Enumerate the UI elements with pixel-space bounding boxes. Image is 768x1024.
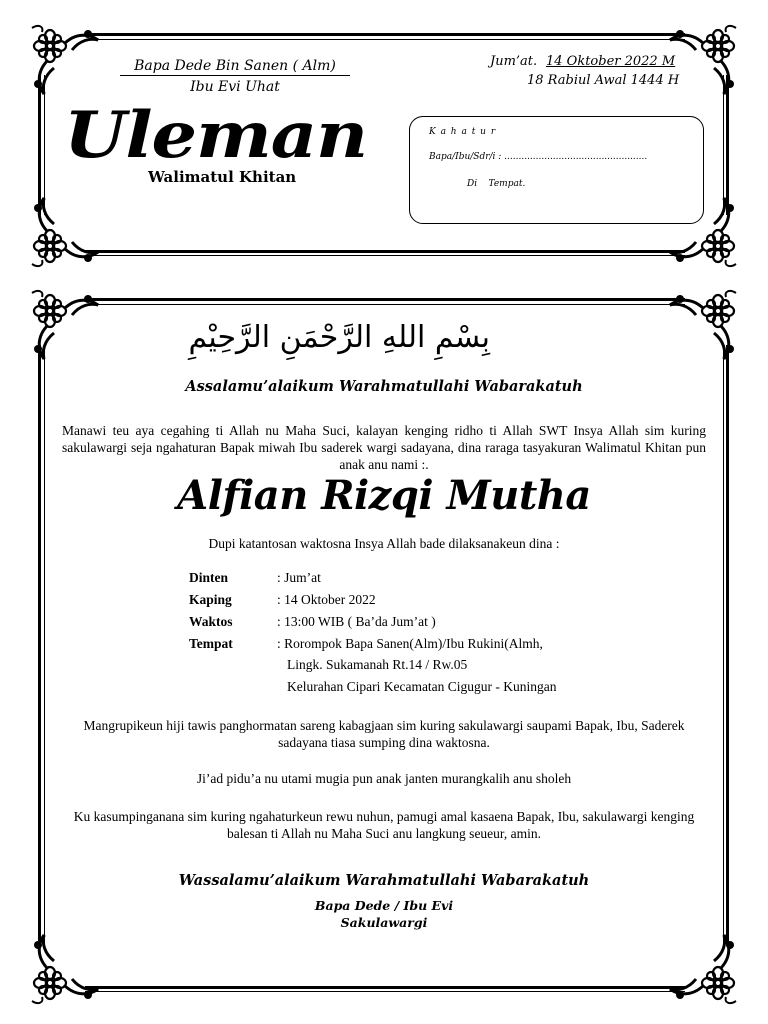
detail-label: Waktos xyxy=(189,614,233,629)
corner-ornament-icon xyxy=(28,196,100,268)
corner-ornament-icon xyxy=(28,24,100,96)
detail-value: : Jum’at xyxy=(277,570,321,585)
date-gregorian: 14 Oktober 2022 M xyxy=(546,54,676,69)
corner-ornament-icon xyxy=(28,933,100,1005)
recipient-field: Bapa/Ibu/Sdr/i : .................................................. xyxy=(429,152,648,162)
schedule-intro: Dupi katantosan waktosna Insya Allah bade dilaksanakeun dina : xyxy=(208,536,560,551)
detail-value: : Rorompok Bapa Sanen(Alm)/Ibu Rukini(Almh, xyxy=(277,636,543,651)
date-hijri: 18 Rabiul Awal 1444 H xyxy=(527,73,680,88)
detail-label: Tempat xyxy=(189,636,233,651)
closing-paragraph-2: Ji’ad pidu’a nu utami mugia pun anak janten murangkalih anu sholeh xyxy=(196,771,572,786)
detail-value: : 14 Oktober 2022 xyxy=(277,592,376,607)
child-name: Alfian Rizqi Mutha xyxy=(177,472,591,519)
detail-value: : 13:00 WIB ( Ba’da Jum’at ) xyxy=(277,614,436,629)
address-line2: Lingk. Sukamanah Rt.14 / Rw.05 xyxy=(287,657,468,672)
signature-line2: Sakulawargi xyxy=(340,915,428,930)
detail-label: Dinten xyxy=(189,570,229,585)
closing-paragraph-1: Mangrupikeun hiji tawis panghormatan sareng kabagjaan sim kuring sakulawargi saupami Bapak, Ibu, Saderek sadayana tiasa sumping dina waktosna. xyxy=(83,718,685,750)
corner-ornament-icon xyxy=(28,289,100,361)
host-name-line1: Bapa Dede Bin Sanen ( Alm) xyxy=(120,58,350,76)
bismillah-calligraphy: بِسْمِ اللهِ الرَّحْمَنِ الرَّحِيْمِ xyxy=(188,320,490,355)
address-line3: Kelurahan Cipari Kecamatan Cigugur - Kuningan xyxy=(287,679,557,694)
date-day: Jum’at. xyxy=(490,54,538,69)
greeting: Assalamu’alaikum Warahmatullahi Wabarakatuh xyxy=(185,378,583,395)
place-label: Di Tempat. xyxy=(467,179,526,189)
corner-ornament-icon xyxy=(668,289,740,361)
detail-label: Kaping xyxy=(189,592,232,607)
host-name-line2: Ibu Evi Uhat xyxy=(190,79,280,95)
envelope-title: Uleman xyxy=(64,98,368,173)
address-box xyxy=(409,116,704,224)
envelope-subtitle: Walimatul Khitan xyxy=(148,168,297,186)
kahatur-label: K a h a t u r xyxy=(429,127,497,137)
intro-paragraph: Manawi teu aya cegahing ti Allah nu Maha Suci, kalayan kenging ridho ti Allah SWT Insya Allah sim kuring sakulawargi seja ngahaturan Bapak miwah Ibu saderek wargi sadayana, dina raraga tasyakuran Walimatul Khitan pun anak anu nami :. xyxy=(62,423,706,472)
farewell: Wassalamu’alaikum Warahmatullahi Wabarakatuh xyxy=(178,872,590,889)
closing-paragraph-3: Ku kasumpinganana sim kuring ngahaturkeun rewu nuhun, pamugi amal kasaena Bapak, Ibu, sakulawargi kenging balesan ti Allah nu Maha Suci anu langkung seueur, amin. xyxy=(73,809,695,841)
corner-ornament-icon xyxy=(668,933,740,1005)
signature-line1: Bapa Dede / Ibu Evi xyxy=(314,898,454,913)
